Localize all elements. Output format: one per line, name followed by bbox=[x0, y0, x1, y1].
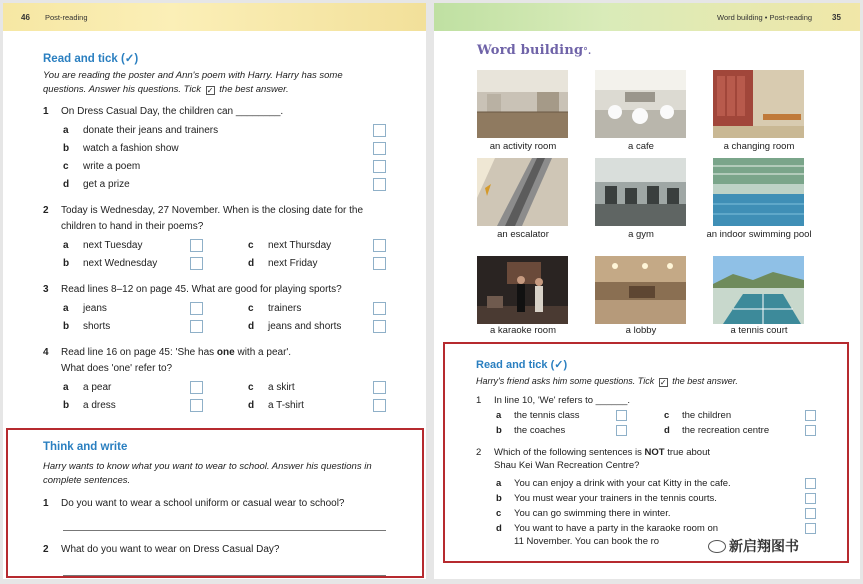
changing-room-photo bbox=[713, 70, 804, 138]
question-number: 2 bbox=[43, 544, 49, 555]
question-text: Today is Wednesday, 27 November. When is the closing date for the children to hand in their poems? bbox=[61, 205, 364, 232]
right-page: Word building • Post-reading 35 Word building°. an activity room a cafe a changing room an escalator a gym an indoor swimming pool a karaoke room a lobby a tennis court Read and tick (✓) Harry's friend asks him some questions. Tick ✓ the best answer. 1 In line 10, 'We' refers to ______. a the tennis class c the children b the coaches d the recreation centre 2 Which of the following sentences is NOT true about Shau Kei Wan Recreation Centre? a You can enjoy a drink with your cat Kitty in the cafe. b You must wear your trainers in the tennis courts. c You can go swimming there in winter. d You want to have a party in the karaoke room on 11 November. You can book the ro bbox=[434, 3, 860, 579]
page-header-band bbox=[434, 3, 860, 31]
tick-box-icon: ✓ bbox=[206, 86, 214, 95]
answer-checkbox[interactable] bbox=[373, 160, 386, 173]
highlight-frame-left bbox=[6, 428, 424, 578]
think-write-heading: Think and write bbox=[43, 441, 128, 453]
answer-checkbox[interactable] bbox=[190, 257, 203, 270]
word-label: a cafe bbox=[628, 141, 654, 152]
read-tick-heading: Read and tick (✓) bbox=[43, 53, 139, 65]
word-label: a gym bbox=[628, 229, 654, 240]
page-number: 35 bbox=[832, 13, 841, 22]
question-number: 4 bbox=[43, 347, 49, 358]
question-text: On Dress Casual Day, the children can ________. bbox=[61, 106, 284, 117]
cafe-photo bbox=[595, 70, 686, 138]
read-tick-instruction bbox=[43, 69, 378, 97]
question-number: 1 bbox=[43, 106, 49, 117]
page-number: 46 bbox=[21, 13, 30, 22]
think-write-instruction: Harry wants to know what you want to wear to school. Answer his questions in complete sentences. bbox=[43, 461, 372, 486]
wechat-icon bbox=[708, 540, 726, 553]
word-label: a tennis court bbox=[730, 325, 788, 336]
word-label: a karaoke room bbox=[489, 325, 556, 336]
word-label: an indoor swimming pool bbox=[706, 229, 812, 240]
question-4 bbox=[43, 345, 403, 377]
read-tick-heading: Read and tick (✓) bbox=[476, 359, 568, 371]
question-number: 2 bbox=[43, 205, 49, 216]
question-1 bbox=[43, 104, 403, 120]
word-label: a lobby bbox=[625, 325, 657, 336]
question-2: 2 Which of the following sentences is NOT true about Shau Kei Wan Recreation Centre? bbox=[476, 447, 710, 471]
answer-checkbox[interactable] bbox=[373, 257, 386, 270]
section-title: Post-reading bbox=[45, 13, 88, 22]
instruction-text-end: the best answer. bbox=[219, 84, 289, 95]
section-title: Word building • Post-reading bbox=[717, 13, 813, 22]
answer-checkbox[interactable] bbox=[373, 381, 386, 394]
question-text: What do you want to wear on Dress Casual Day? bbox=[61, 544, 280, 555]
answer-checkbox[interactable] bbox=[373, 239, 386, 252]
answer-checkbox[interactable] bbox=[190, 320, 203, 333]
watermark: 新启翔图书 bbox=[705, 536, 802, 556]
gym-photo bbox=[595, 158, 686, 226]
answer-checkbox[interactable] bbox=[373, 178, 386, 191]
activity-room-photo bbox=[477, 70, 568, 138]
answer-checkbox[interactable] bbox=[373, 124, 386, 137]
karaoke-room-photo bbox=[477, 256, 568, 324]
lobby-photo bbox=[595, 256, 686, 324]
instruction-text: You are reading the poster and Ann's poem with Harry. Harry has some questions. Answer his questions. Tick bbox=[43, 70, 343, 95]
indoor-pool-photo bbox=[713, 158, 804, 226]
question-number: 3 bbox=[43, 284, 49, 295]
word-label: an activity room bbox=[489, 141, 557, 152]
answer-checkbox[interactable] bbox=[190, 302, 203, 315]
word-label: a changing room bbox=[723, 141, 795, 152]
question-number: 1 bbox=[43, 498, 49, 509]
question-2 bbox=[43, 203, 403, 235]
word-building-title: Word building°. bbox=[477, 43, 592, 58]
answer-checkbox[interactable] bbox=[190, 399, 203, 412]
question-3 bbox=[43, 282, 403, 298]
answer-checkbox[interactable] bbox=[190, 239, 203, 252]
question-text: Read lines 8–12 on page 45. What are good for playing sports? bbox=[61, 284, 342, 295]
word-label: an escalator bbox=[497, 229, 549, 240]
question-1: 1 In line 10, 'We' refers to ______. bbox=[476, 395, 631, 406]
answer-checkbox[interactable] bbox=[373, 142, 386, 155]
answer-checkbox[interactable] bbox=[373, 320, 386, 333]
tennis-court-photo bbox=[713, 256, 804, 324]
read-tick-instruction: Harry's friend asks him some questions. Tick ✓ the best answer. bbox=[476, 376, 738, 387]
question-text: Read line 16 on page 45: 'She has one with a pear'. What does 'one' refer to? bbox=[61, 347, 292, 374]
question-text: Do you want to wear a school uniform or casual wear to school? bbox=[61, 498, 345, 509]
page-header-band bbox=[3, 3, 426, 31]
left-page: 46 Post-reading Read and tick (✓) You are reading the poster and Ann's poem with Harry. Harry has some questions. Answer his questions. Tick ✓ the best answer. 1 On Dress Casual Day, the children can ________. a donate their jeans and trainers b watch a fashion show c write a poem d get a prize 2 Today is Wednesday, 27 November. When is the closing date for the children to hand in their poems? a next Tuesday c next Thursday b next Wednesday d next Friday 3 Read lines 8–12 on page 45. What are good for playing sports? a jeans c trainers b shorts d jeans and shorts 4 Read line 16 on page 45: 'She has one with a pear'. What does 'one' refer to? a a pear c a skirt b a dress d a T-shirt Think and write Harry wants to know what you want to wear to school. Answer his questions in complete sentences. 1 Do you want to wear a school uniform or casual wear to school? 2 What do you want to wear on Dress Casual Day? bbox=[3, 3, 426, 579]
answer-checkbox[interactable] bbox=[373, 399, 386, 412]
answer-checkbox[interactable] bbox=[190, 381, 203, 394]
tick-box-icon: ✓ bbox=[659, 378, 667, 387]
highlight-frame-right bbox=[443, 342, 849, 563]
answer-checkbox[interactable] bbox=[373, 302, 386, 315]
escalator-photo bbox=[477, 158, 568, 226]
